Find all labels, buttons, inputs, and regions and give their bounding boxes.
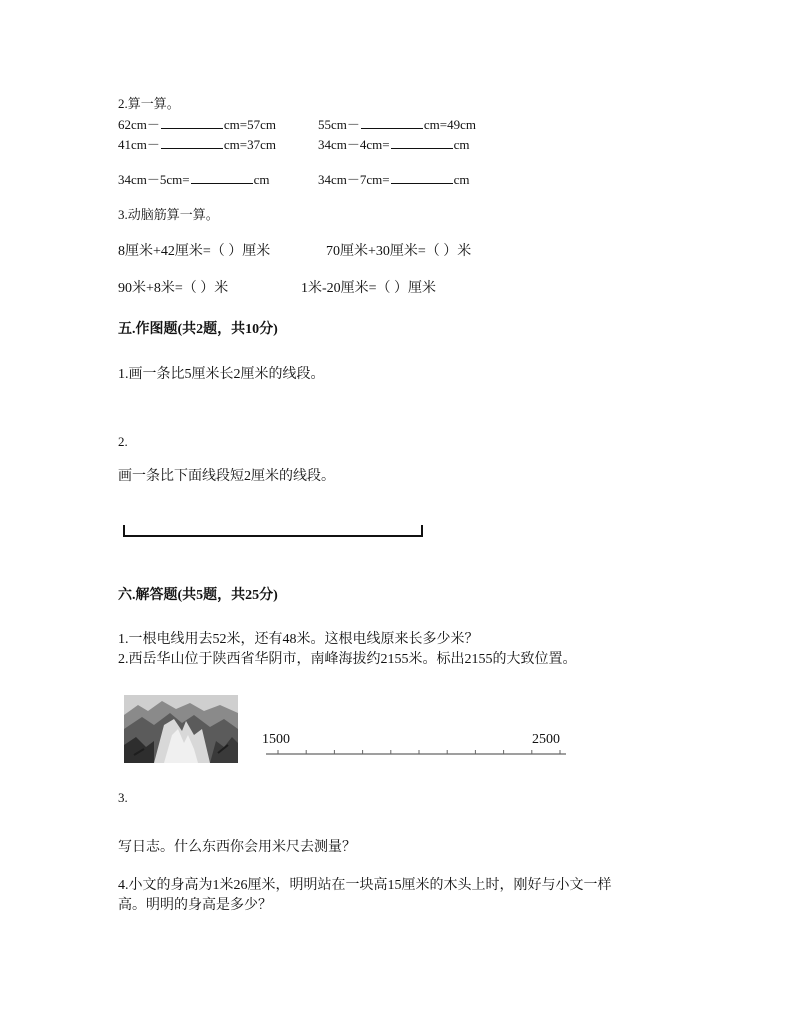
number-line-end-label: 2500: [532, 732, 560, 747]
calc-problem: [118, 172, 270, 188]
calc-left: 62cm－: [118, 117, 160, 132]
word-problem: 高。明明的身高是多少？: [118, 898, 272, 913]
calc-right: cm: [453, 172, 470, 187]
answer-blank[interactable]: [361, 117, 423, 129]
answer-blank[interactable]: [391, 172, 453, 184]
calc-right: cm=49cm: [423, 117, 476, 132]
calc-left: 34cm－7cm=: [318, 172, 390, 187]
calc-right: cm: [253, 172, 270, 187]
answer-blank[interactable]: [191, 172, 253, 184]
unit-question: 8厘米+42厘米=（ ）厘米: [118, 244, 271, 259]
word-problem: 2.西岳华山位于陕西省华阴市，南峰海拔约2155米。标出2155的大致位置。: [118, 652, 577, 667]
word-problem: 写日志。什么东西你会用米尺去测量？: [118, 840, 356, 855]
unit-question: 90米+8米=（ ）米: [118, 281, 229, 296]
mountain-photo: [124, 695, 238, 763]
sec3-title: 3.动脑筋算一算。: [118, 207, 219, 222]
calc-problem: [318, 117, 476, 133]
calc-problem: [318, 172, 470, 188]
calc-problem: [118, 137, 276, 153]
question-number: 3.: [118, 790, 128, 805]
calc-left: 34cm－5cm=: [118, 172, 190, 187]
sec2-title: 2.算一算。: [118, 96, 180, 111]
segment-right-end: [421, 525, 423, 537]
answer-blank[interactable]: [391, 137, 453, 149]
unit-question: 70厘米+30厘米=（ ）米: [326, 244, 472, 259]
unit-question: 1米-20厘米=（ ）厘米: [301, 281, 437, 296]
number-line-start-label: 1500: [262, 732, 290, 747]
reference-line-segment: [123, 535, 423, 537]
word-problem: 4.小文的身高为1米26厘米，明明站在一块高15厘米的木头上时，刚好与小文一样: [118, 878, 612, 893]
calc-right: cm: [453, 137, 470, 152]
answer-blank[interactable]: [161, 137, 223, 149]
calc-left: 55cm－: [318, 117, 360, 132]
calc-right: cm=57cm: [223, 117, 276, 132]
drawing-question: 1.画一条比5厘米长2厘米的线段。: [118, 367, 325, 382]
calc-left: 41cm－: [118, 137, 160, 152]
calc-problem: [318, 137, 470, 153]
word-problem: 1.一根电线用去52米，还有48米。这根电线原来长多少米？: [118, 632, 479, 647]
question-number: 2.: [118, 434, 128, 449]
number-line: [264, 740, 568, 760]
calc-right: cm=37cm: [223, 137, 276, 152]
answer-blank[interactable]: [161, 117, 223, 129]
calc-left: 34cm－4cm=: [318, 137, 390, 152]
calc-problem: [118, 117, 276, 133]
drawing-question: 画一条比下面线段短2厘米的线段。: [118, 469, 335, 484]
section-heading: 五.作图题(共2题，共10分): [118, 322, 278, 337]
section-heading: 六.解答题(共5题，共25分): [118, 588, 278, 603]
